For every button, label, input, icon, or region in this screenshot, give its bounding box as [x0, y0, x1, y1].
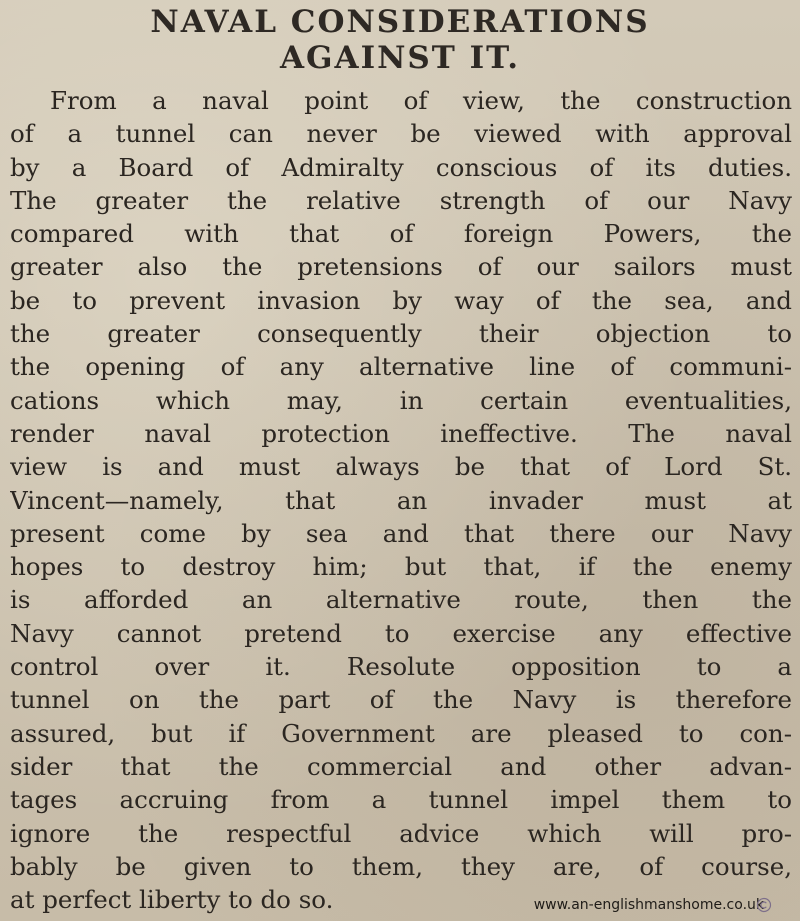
article-line: The greater the relative strength of our Navy: [10, 185, 792, 215]
article-line: is afforded an alternative route, then the: [10, 585, 792, 615]
article-line: From a naval point of view, the construction: [50, 86, 792, 115]
article-body: [10, 84, 792, 916]
article-line: by a Board of Admiralty conscious of its duties.: [10, 152, 792, 182]
article-line: compared with that of foreign Powers, the: [10, 219, 792, 249]
website-watermark: www.an-englishmanshome.co.uk: [533, 897, 764, 913]
copyright-icon: [756, 897, 772, 913]
article-line: bably be given to them, they are, of course,: [10, 851, 792, 881]
article-line: Vincent—namely, that an invader must at: [10, 485, 792, 515]
article-line: tages accruing from a tunnel impel them to: [10, 785, 792, 815]
article-line: the greater consequently their objection to: [10, 319, 792, 349]
headline-line-1: NAVAL CONSIDERATIONS: [150, 4, 650, 40]
article-line: ignore the respectful advice which will pro-: [10, 818, 792, 848]
article-line: sider that the commercial and other advan-: [10, 751, 792, 781]
article-line: cations which may, in certain eventualities,: [10, 385, 792, 415]
article-line: tunnel on the part of the Navy is therefore: [10, 685, 792, 715]
article-line: be to prevent invasion by way of the sea, and: [10, 285, 792, 315]
article-line: Navy cannot pretend to exercise any effective: [10, 618, 792, 648]
article-line: view is and must always be that of Lord St.: [10, 452, 792, 482]
article-line: render naval protection ineffective. The naval: [10, 418, 792, 448]
article-line: greater also the pretensions of our sailors must: [10, 252, 792, 282]
headline-line-2: AGAINST IT.: [279, 40, 521, 76]
article-line: at perfect liberty to do so.: [10, 885, 334, 915]
article-line: assured, but if Government are pleased to con-: [10, 718, 792, 748]
article-line: control over it. Resolute opposition to a: [10, 652, 792, 682]
article-line: of a tunnel can never be viewed with approval: [10, 119, 792, 149]
article-line: hopes to destroy him; but that, if the enemy: [10, 552, 792, 582]
article-line: present come by sea and that there our Navy: [10, 518, 792, 548]
article-line: the opening of any alternative line of communi-: [10, 352, 792, 382]
